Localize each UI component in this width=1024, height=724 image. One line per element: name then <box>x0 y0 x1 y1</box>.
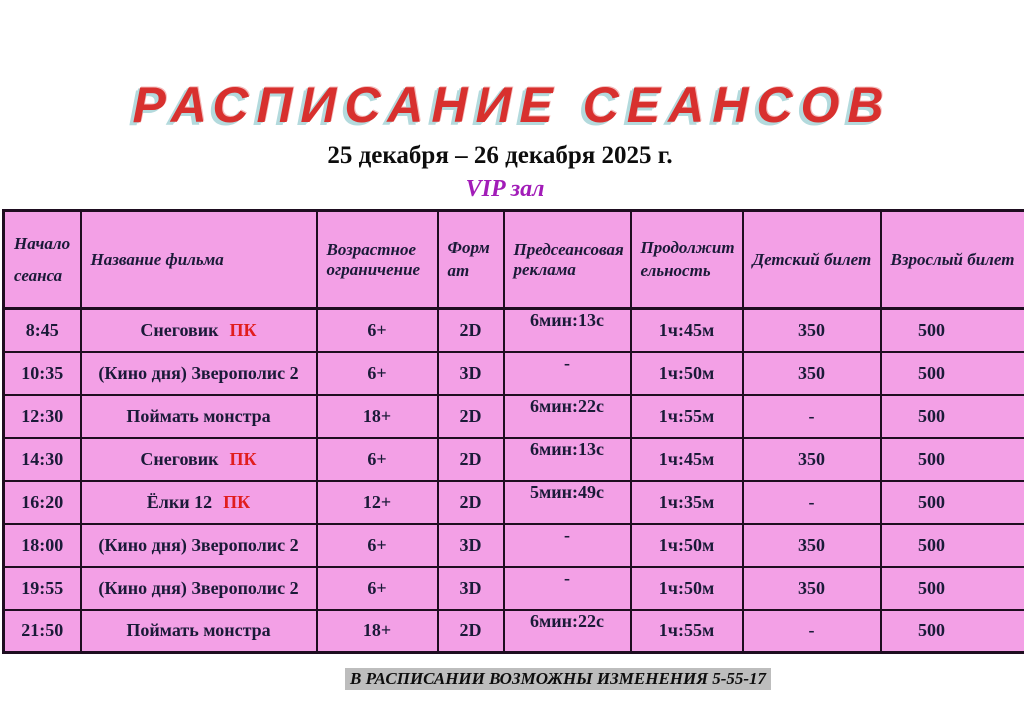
duration-cell: 1ч:55м <box>631 610 743 653</box>
film-name: Ёлки 12 <box>146 491 213 512</box>
ad-duration-cell: 6мин:13с <box>504 309 631 352</box>
format-cell: 3D <box>438 567 504 610</box>
age-cell: 6+ <box>317 309 438 352</box>
duration-cell: 1ч:35м <box>631 481 743 524</box>
start-time-cell: 10:35 <box>4 352 81 395</box>
age-cell: 6+ <box>317 524 438 567</box>
child-price-cell: 350 <box>743 567 881 610</box>
format-cell: 2D <box>438 438 504 481</box>
ad-duration-cell: - <box>504 524 631 567</box>
adult-price-cell: 500 <box>881 395 1024 438</box>
header-age-restriction: Возрастное ограничение <box>317 211 438 309</box>
table-row <box>4 524 1024 567</box>
header-presession-ads: Предсеансовая реклама <box>504 211 631 309</box>
table-row <box>4 438 1024 481</box>
film-name: Снеговик <box>140 319 219 340</box>
adult-price-cell: 500 <box>881 524 1024 567</box>
adult-price-cell: 500 <box>881 481 1024 524</box>
hall-name: VIP зал <box>465 176 545 202</box>
format-cell: 2D <box>438 481 504 524</box>
page-title: РАСПИСАНИЕ СЕАНСОВ <box>132 77 892 133</box>
adult-price-cell: 500 <box>881 309 1024 352</box>
header-format: Формат <box>438 211 504 309</box>
duration-cell: 1ч:45м <box>631 309 743 352</box>
format-cell: 2D <box>438 395 504 438</box>
child-price-cell: - <box>743 610 881 653</box>
film-name: Поймать монстра <box>126 405 271 426</box>
start-time-cell: 12:30 <box>4 395 81 438</box>
film-title-cell <box>81 567 317 610</box>
film-name: (Кино дня) Зверополис 2 <box>98 362 299 383</box>
child-price-cell: - <box>743 481 881 524</box>
film-title-cell <box>81 610 317 653</box>
header-film-title: Название фильма <box>81 211 317 309</box>
child-price-cell: 350 <box>743 309 881 352</box>
ad-duration-cell: 6мин:22с <box>504 395 631 438</box>
film-name: (Кино дня) Зверополис 2 <box>98 534 299 555</box>
film-name: Поймать монстра <box>126 620 271 641</box>
header-session-start: Начало сеанса <box>4 211 81 309</box>
date-range: 25 декабря – 26 декабря 2025 г. <box>327 142 673 169</box>
schedule-change-note: В РАСПИСАНИИ ВОЗМОЖНЫ ИЗМЕНЕНИЯ 5-55-17 <box>345 668 771 690</box>
table-row <box>4 567 1024 610</box>
format-cell: 3D <box>438 524 504 567</box>
start-time-cell: 18:00 <box>4 524 81 567</box>
age-cell: 18+ <box>317 395 438 438</box>
header-adult-ticket: Взрослый билет <box>881 211 1024 309</box>
film-title-cell <box>81 524 317 567</box>
age-cell: 6+ <box>317 567 438 610</box>
start-time-cell: 19:55 <box>4 567 81 610</box>
adult-price-cell: 500 <box>881 352 1024 395</box>
table-row <box>4 395 1024 438</box>
ad-duration-cell: - <box>504 352 631 395</box>
film-title-cell <box>81 309 317 352</box>
child-price-cell: 350 <box>743 352 881 395</box>
schedule-table <box>2 209 1024 654</box>
table-row <box>4 481 1024 524</box>
child-price-cell: - <box>743 395 881 438</box>
age-cell: 6+ <box>317 438 438 481</box>
film-tag: ПК <box>229 319 257 340</box>
child-price-cell: 350 <box>743 438 881 481</box>
film-name: Снеговик <box>140 448 219 469</box>
ad-duration-cell: - <box>504 567 631 610</box>
film-title-cell <box>81 438 317 481</box>
age-cell: 12+ <box>317 481 438 524</box>
film-title-cell <box>81 481 317 524</box>
start-time-cell: 14:30 <box>4 438 81 481</box>
adult-price-cell: 500 <box>881 567 1024 610</box>
film-name: (Кино дня) Зверополис 2 <box>98 577 299 598</box>
format-cell: 2D <box>438 309 504 352</box>
table-row <box>4 352 1024 395</box>
table-header-row <box>4 211 1024 309</box>
format-cell: 3D <box>438 352 504 395</box>
format-cell: 2D <box>438 610 504 653</box>
duration-cell: 1ч:55м <box>631 395 743 438</box>
film-title-cell <box>81 352 317 395</box>
table-row <box>4 610 1024 653</box>
ad-duration-cell: 5мин:49с <box>504 481 631 524</box>
film-tag: ПК <box>223 491 251 512</box>
start-time-cell: 8:45 <box>4 309 81 352</box>
film-tag: ПК <box>229 448 257 469</box>
duration-cell: 1ч:50м <box>631 352 743 395</box>
header-duration: Продолжительность <box>631 211 743 309</box>
child-price-cell: 350 <box>743 524 881 567</box>
age-cell: 18+ <box>317 610 438 653</box>
start-time-cell: 16:20 <box>4 481 81 524</box>
adult-price-cell: 500 <box>881 438 1024 481</box>
start-time-cell: 21:50 <box>4 610 81 653</box>
table-row <box>4 309 1024 352</box>
ad-duration-cell: 6мин:22с <box>504 610 631 653</box>
film-title-cell <box>81 395 317 438</box>
adult-price-cell: 500 <box>881 610 1024 653</box>
header-child-ticket: Детский билет <box>743 211 881 309</box>
duration-cell: 1ч:50м <box>631 567 743 610</box>
duration-cell: 1ч:45м <box>631 438 743 481</box>
age-cell: 6+ <box>317 352 438 395</box>
ad-duration-cell: 6мин:13с <box>504 438 631 481</box>
duration-cell: 1ч:50м <box>631 524 743 567</box>
